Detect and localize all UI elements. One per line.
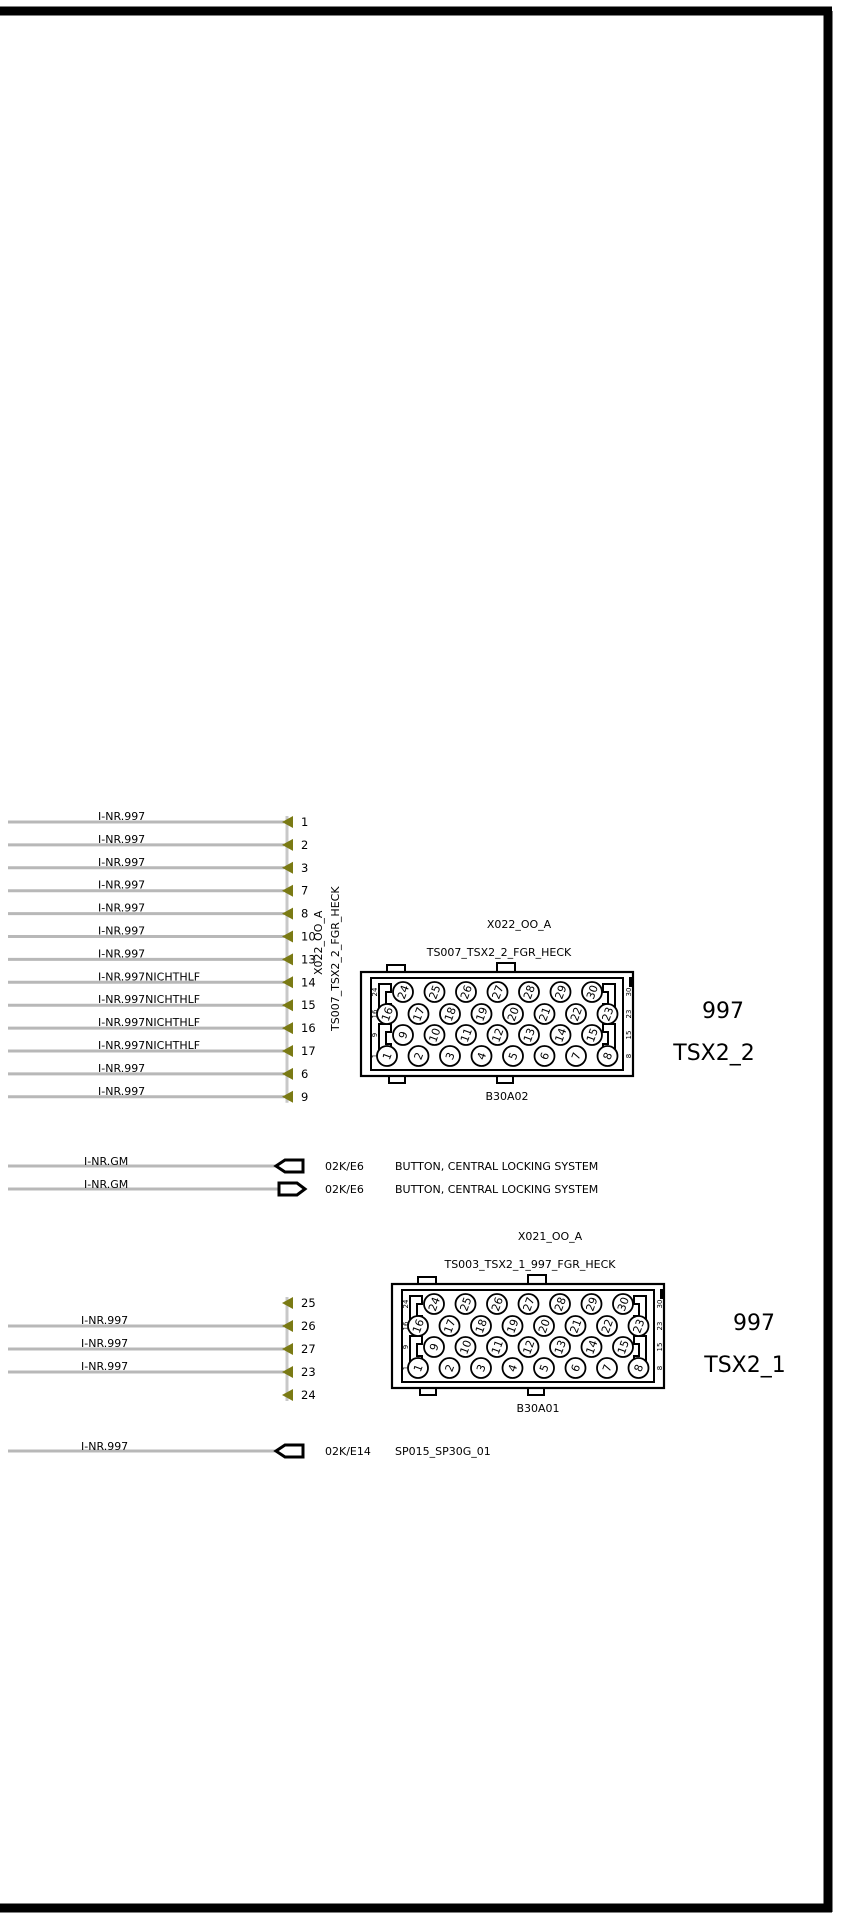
lower-connector-pin-label: 5 [537, 1362, 552, 1374]
upper-connector-pin-label: 5 [506, 1050, 521, 1062]
upper-connector-row-label-right: 30 [625, 987, 633, 997]
lower-connector-row-label-right: 30 [656, 1299, 664, 1309]
upper-wire-label: I-NR.997 [98, 832, 146, 846]
lower-connector-pin-label: 18 [472, 1317, 490, 1335]
upper-ref-connector-arrow[interactable] [276, 1160, 303, 1172]
upper-pin-number: 15 [301, 998, 316, 1013]
lower-pin-number: 25 [301, 1296, 316, 1310]
upper-wire-label: I-NR.997 [98, 810, 146, 823]
lower-connector-pin-label: 4 [505, 1362, 521, 1374]
upper-connector-pin-label: 12 [489, 1026, 507, 1044]
upper-pin-number: 13 [301, 952, 316, 967]
upper-connector-pin-label: 10 [426, 1026, 444, 1044]
upper-wire-label: I-NR.997 [98, 878, 146, 892]
upper-connector-row-label-left: 1 [371, 1053, 379, 1059]
lower-connector-pin-label: 16 [409, 1317, 427, 1335]
lower-wire-label: I-NR.997 [81, 1314, 129, 1327]
upper-ref-connector-arrow[interactable] [279, 1183, 305, 1195]
upper-connector-pin-label: 17 [410, 1005, 428, 1023]
upper-wire-label: I-NR.997 [98, 1084, 146, 1098]
upper-wire-label: I-NR.997 [98, 901, 146, 915]
lower-connector-row-label-left: 9 [402, 1344, 410, 1350]
lower-connector-pin-label: 27 [520, 1295, 538, 1313]
upper-ref-desc: BUTTON, CENTRAL LOCKING SYSTEM [395, 1160, 599, 1173]
upper-connector-pin-label: 22 [567, 1005, 585, 1023]
connector-tsx2-1[interactable] [392, 1230, 786, 1415]
upper-ref-desc: BUTTON, CENTRAL LOCKING SYSTEM [395, 1183, 599, 1196]
upper-connector-value: 997 [702, 999, 744, 1024]
lower-connector-pin-label: 26 [488, 1295, 506, 1313]
lower-connector-id: TSX2_1 [704, 1353, 786, 1378]
lower-connector-pin-label: 22 [598, 1317, 616, 1335]
upper-connector-pin-label: 18 [441, 1005, 459, 1023]
upper-connector-pin-label: 14 [552, 1026, 570, 1044]
lower-connector-pin-label: 8 [631, 1362, 647, 1374]
upper-connector-pin-label: 4 [474, 1050, 490, 1062]
lower-wire-label: I-NR.997 [81, 1360, 129, 1373]
lower-connector-row-label-left: 24 [402, 1299, 410, 1309]
lower-connector-name: X021_OO_A [517, 1230, 583, 1243]
lower-connector-pin-label: 1 [411, 1362, 426, 1374]
upper-pin-number: 6 [301, 1066, 309, 1081]
upper-wire-label: I-NR.997 [98, 855, 146, 869]
upper-connector-tab [497, 963, 515, 972]
lower-connector-pin-label: 12 [520, 1338, 538, 1356]
upper-connector-pin-label: 23 [599, 1005, 617, 1023]
upper-connector-pin-label: 27 [489, 983, 507, 1001]
lower-connector-row-label-left: 16 [402, 1321, 410, 1331]
upper-connector-pin-label: 24 [394, 983, 412, 1001]
lower-connector-pin-label: 10 [457, 1338, 475, 1356]
upper-connector-pin-label: 11 [457, 1026, 475, 1044]
upper-pin-number: 16 [301, 1021, 316, 1036]
lower-connector-pin-label: 7 [600, 1362, 615, 1374]
lower-connector-subname: TS003_TSX2_1_997_FGR_HECK [444, 1258, 616, 1271]
lower-wire-group [8, 1296, 316, 1402]
lower-connector-pin-label: 23 [630, 1317, 648, 1335]
upper-connector-pin-label: 21 [536, 1005, 554, 1023]
upper-wire-label: I-NR.997 [98, 947, 146, 961]
upper-connector-pin-label: 15 [583, 1026, 601, 1044]
upper-connector-pin-label: 8 [600, 1050, 616, 1062]
lower-ref-desc: SP015_SP30G_01 [395, 1445, 491, 1458]
upper-connector-row-label-left: 9 [371, 1032, 379, 1038]
lower-connector-pin-label: 28 [551, 1295, 569, 1313]
lower-connector-pin-label: 21 [567, 1317, 585, 1335]
upper-wire-label: I-NR.997 [98, 924, 146, 938]
upper-connector-pin-label: 1 [380, 1050, 395, 1062]
lower-connector-pin-label: 15 [614, 1338, 632, 1356]
upper-connector-subname: TS007_TSX2_2_FGR_HECK [426, 946, 572, 959]
upper-connector-pin-label: 28 [520, 983, 538, 1001]
connector-tsx2-2[interactable] [361, 918, 755, 1103]
lower-connector-pin-label: 19 [504, 1317, 522, 1335]
upper-connector-pin-label: 7 [569, 1050, 584, 1062]
lower-pin-number: 27 [301, 1342, 316, 1356]
lower-connector-value: 997 [733, 1311, 775, 1336]
upper-ref-wire-label: I-NR.GM [84, 1155, 129, 1168]
upper-connector-row-label-right: 23 [625, 1009, 633, 1019]
lower-reference-group [8, 1440, 491, 1458]
upper-connector-pin-label: 6 [537, 1050, 553, 1062]
lower-connector-row-label-right: 15 [656, 1342, 664, 1352]
upper-connector-pin-label: 20 [504, 1005, 522, 1023]
upper-connector-pin-label: 19 [473, 1005, 491, 1023]
lower-connector-pin-label: 2 [442, 1362, 458, 1374]
lower-connector-pin-label: 25 [457, 1295, 475, 1313]
lower-connector-pin-label: 14 [583, 1338, 601, 1356]
upper-connector-code: B30A02 [485, 1090, 529, 1103]
upper-connector-pin-label: 16 [378, 1005, 396, 1023]
upper-wire-label: I-NR.997NICHTHLF [98, 970, 201, 984]
upper-connector-vertical-label-2: TS007_TSX2_2_FGR_HECK [329, 886, 342, 1031]
upper-pin-number: 14 [301, 975, 316, 990]
lower-ref-ref: 02K/E14 [325, 1445, 371, 1458]
lower-connector-pin-label: 11 [488, 1338, 506, 1356]
upper-ref-wire-label: I-NR.GM [84, 1178, 129, 1191]
upper-pin-number: 17 [301, 1044, 316, 1058]
upper-pin-number: 3 [301, 860, 309, 875]
lower-connector-row-label-right: 8 [656, 1365, 664, 1371]
upper-connector-key [629, 977, 632, 987]
upper-connector-row-label-right: 15 [625, 1030, 633, 1040]
upper-wire-label: I-NR.997NICHTHLF [98, 1016, 201, 1030]
lower-connector-row-label-left: 1 [402, 1365, 410, 1371]
lower-connector-pin-label: 20 [535, 1317, 553, 1335]
upper-wire-group [8, 810, 316, 1104]
lower-connector-pin-label: 3 [474, 1362, 489, 1374]
lower-connector-pin-label: 17 [441, 1317, 459, 1335]
lower-connector-pin-label: 29 [583, 1295, 601, 1313]
upper-pin-number: 9 [301, 1089, 309, 1104]
upper-ref-ref: 02K/E6 [325, 1183, 364, 1196]
upper-connector-pin-label: 2 [411, 1050, 427, 1062]
upper-connector-pin-label: 30 [583, 983, 601, 1001]
lower-connector-code: B30A01 [516, 1402, 560, 1415]
upper-connector-row-label-left: 16 [371, 1009, 379, 1019]
lower-ref-connector-arrow[interactable] [276, 1445, 303, 1457]
upper-pin-number: 7 [301, 883, 309, 898]
upper-connector-vertical-label-1: X022_OO_A [312, 910, 325, 975]
lower-connector-pin-label: 30 [614, 1295, 632, 1313]
upper-connector-name: X022_OO_A [486, 918, 552, 931]
upper-connector-pin-label: 9 [396, 1029, 411, 1041]
lower-connector-pin-label: 9 [427, 1341, 442, 1353]
lower-connector-row-label-right: 23 [656, 1321, 664, 1331]
lower-connector-pin-label: 13 [551, 1338, 569, 1356]
upper-wire-label: I-NR.997NICHTHLF [98, 993, 201, 1007]
upper-pin-number: 2 [301, 837, 309, 852]
upper-pin-number: 8 [301, 906, 309, 921]
upper-wire-label: I-NR.997NICHTHLF [98, 1039, 201, 1052]
upper-connector-pin-label: 29 [552, 983, 570, 1001]
lower-connector-pin-label: 6 [568, 1362, 584, 1374]
upper-connector-pin-label: 3 [443, 1050, 458, 1062]
lower-connector-tab [528, 1275, 546, 1284]
lower-pin-number: 23 [301, 1365, 316, 1379]
upper-reference-group [8, 1155, 598, 1196]
upper-connector-row-label-right: 8 [625, 1053, 633, 1059]
lower-connector-pin-label: 24 [425, 1295, 443, 1313]
lower-connector-key [660, 1289, 663, 1299]
upper-connector-pin-label: 13 [520, 1026, 538, 1044]
lower-wire-label: I-NR.997 [81, 1337, 129, 1350]
lower-ref-wire-label: I-NR.997 [81, 1440, 129, 1453]
upper-pin-number: 1 [301, 815, 309, 829]
upper-wire-label: I-NR.997 [98, 1061, 146, 1075]
upper-connector-pin-label: 25 [426, 983, 444, 1001]
upper-connector-row-label-left: 24 [371, 987, 379, 997]
lower-pin-number: 24 [301, 1388, 316, 1402]
upper-pin-number: 10 [301, 929, 316, 944]
upper-connector-id: TSX2_2 [673, 1041, 755, 1066]
upper-ref-ref: 02K/E6 [325, 1160, 364, 1173]
lower-pin-number: 26 [301, 1319, 316, 1333]
upper-connector-pin-label: 26 [457, 983, 475, 1001]
